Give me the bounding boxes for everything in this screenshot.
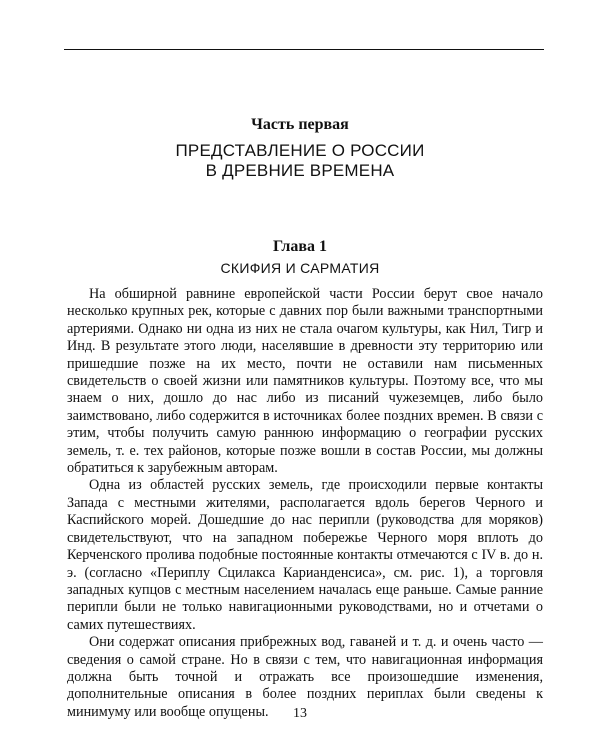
part-title-line-2: В ДРЕВНИЕ ВРЕМЕНА: [205, 161, 395, 180]
paragraph-2: Одна из областей русских земель, где происходили первые контакты Запада с местными жителями, располагается вдоль берегов Черного и Каспийского морей. Дошедшие до нас перипли (руководства для моряков) свидетельствуют, что на западном побережье Черного моря вплоть до Керченского пролива подобные постоянные контакты отмечаются с IV в. до н. э. (согласно «Периплу Сцилакса Карианденсиса», см. рис. 1), а торговля западных купцов с местным населением началась еще раньше. Самые ранние перипли были не только навигационными руководствами, но и отчетами о самих путешествиях.: [67, 477, 543, 633]
paragraph-1: На обширной равнине европейской части России берут свое начало несколько крупных рек, которые с давних пор были важными транспортными артериями. Однако ни одна из них не стала очагом культуры, как Нил, Тигр и Инд. В результате этого люди, населявшие в древности эту территорию или пришедшие позже на их место, почти не оставили нам письменных свидетельств о своей жизни или памятников культуры. Поэтому все, что мы знаем о них, дошло до нас либо из писаний чужеземцев, либо было заимствовано, либо содержится в источниках более поздних времен. В связи с этим, чтобы получить самую раннюю информацию о географии русских земель, т. е. тех районов, которые позже вошли в состав России, мы должны обратиться к зарубежным авторам.: [67, 286, 543, 477]
paragraph-3: Они содержат описания прибрежных вод, гаваней и т. д. и очень часто — сведения о самой стране. Но в связи с тем, что навигационная информация должна быть точной и отражать все произошедшие изменения, дополнительные описания в более поздних периплах были сведены к минимуму или вообще опущены.: [67, 634, 543, 720]
chapter-label: Глава 1: [273, 238, 327, 255]
page-number: 13: [293, 706, 307, 721]
header-rule: [64, 49, 544, 50]
part-label: Часть первая: [251, 116, 349, 133]
body-text: [67, 286, 543, 721]
chapter-title: СКИФИЯ И САРМАТИЯ: [220, 260, 380, 276]
part-title-line-1: ПРЕДСТАВЛЕНИЕ О РОССИИ: [175, 141, 425, 160]
part-title: [0, 141, 600, 181]
